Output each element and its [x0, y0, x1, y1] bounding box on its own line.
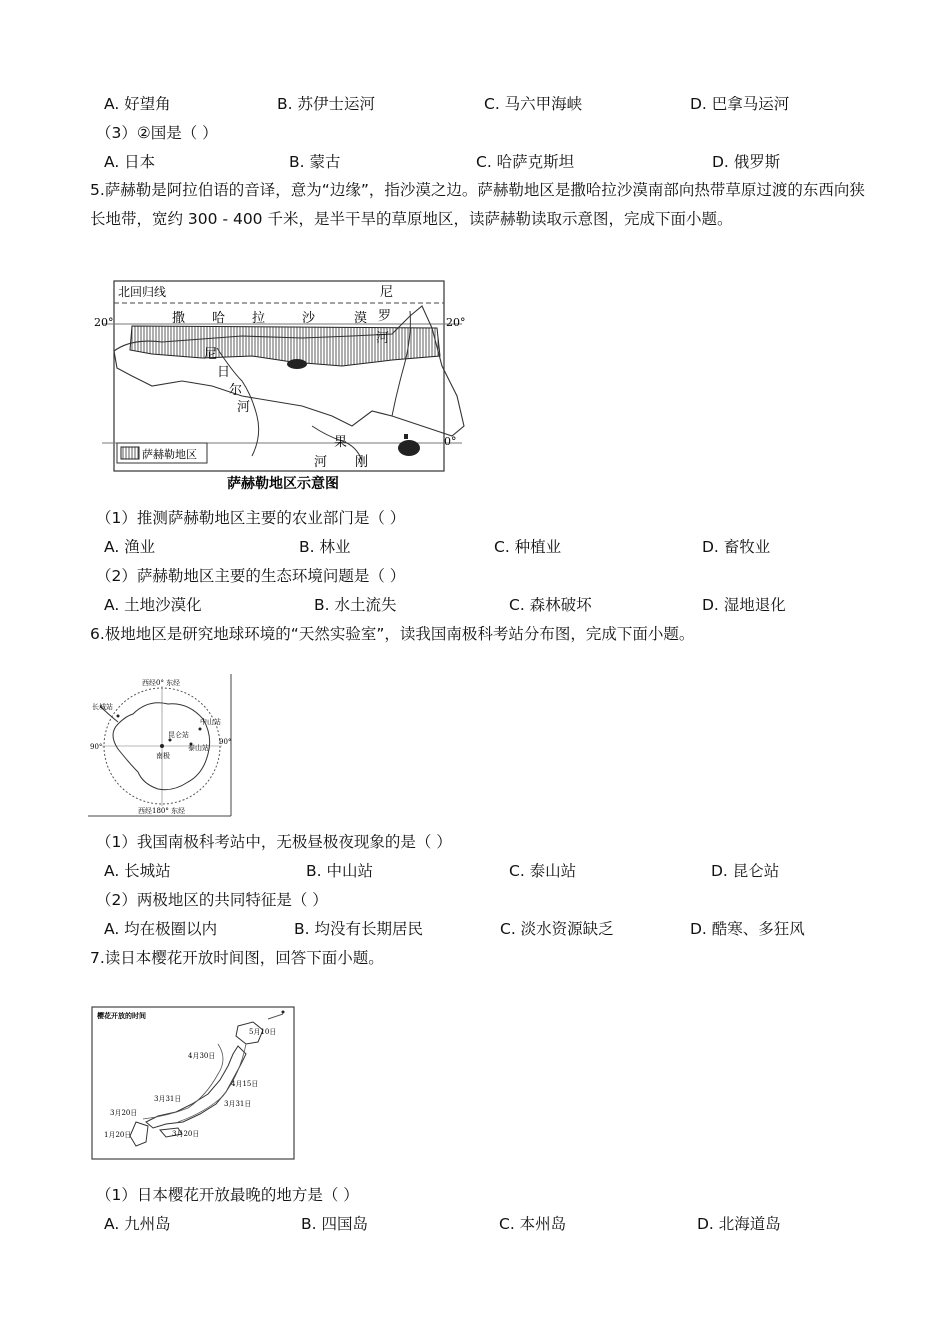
- option-d[interactable]: D. 酷寒、多狂风: [690, 920, 805, 938]
- option-b[interactable]: B. 中山站: [306, 862, 373, 880]
- option-a[interactable]: A. 渔业: [104, 538, 156, 556]
- lat-label: 0°: [444, 435, 457, 448]
- question-text: （1）日本樱花开放最晚的地方是（ ）: [96, 1186, 359, 1204]
- river-label: 尔: [229, 383, 243, 398]
- date-label: 5月10日: [249, 1028, 277, 1036]
- option-c[interactable]: C. 泰山站: [509, 862, 577, 880]
- river-label: 果: [334, 435, 348, 450]
- legend-label: 萨赫勒地区: [142, 448, 197, 461]
- lat-label: 20°: [446, 316, 466, 329]
- option-c[interactable]: C. 淡水资源缺乏: [500, 920, 614, 938]
- option-a[interactable]: A. 土地沙漠化: [104, 596, 202, 614]
- option-a[interactable]: A. 均在极圈以内: [104, 920, 218, 938]
- river-label: 河: [314, 455, 328, 470]
- river-label: 河: [237, 400, 251, 415]
- station-label: 泰山站: [188, 744, 209, 752]
- question-stem: 7.读日本樱花开放时间图，回答下面小题。: [90, 949, 384, 967]
- option-d[interactable]: D. 北海道岛: [697, 1215, 781, 1233]
- river-label: 刚: [355, 455, 369, 470]
- desert-label: 撒: [172, 311, 186, 326]
- option-c[interactable]: C. 马六甲海峡: [484, 95, 583, 113]
- question-stem: 6.极地地区是研究地球环境的“天然实验室”，读我国南极科考站分布图，完成下面小题。: [90, 625, 695, 643]
- date-label: 3月31日: [224, 1100, 252, 1108]
- option-b[interactable]: B. 水土流失: [314, 596, 397, 614]
- lat-label: 20°: [94, 316, 114, 329]
- option-c[interactable]: C. 森林破坏: [509, 596, 592, 614]
- pole-label: 南极: [156, 752, 170, 760]
- map-caption: 萨赫勒地区示意图: [227, 476, 339, 492]
- option-a[interactable]: A. 九州岛: [104, 1215, 171, 1233]
- option-b[interactable]: B. 林业: [299, 538, 351, 556]
- sahel-map: [92, 276, 472, 494]
- river-label: 罗: [378, 309, 392, 324]
- option-d[interactable]: D. 巴拿马运河: [690, 95, 790, 113]
- option-a[interactable]: A. 长城站: [104, 862, 171, 880]
- desert-label: 哈: [212, 311, 226, 326]
- station-label: 长城站: [92, 703, 113, 711]
- option-d[interactable]: D. 湿地退化: [702, 596, 786, 614]
- option-b[interactable]: B. 四国岛: [301, 1215, 368, 1233]
- map-title: 樱花开放的时间: [97, 1011, 146, 1020]
- japan-map: [88, 1004, 298, 1164]
- river-label: 日: [217, 365, 231, 380]
- option-d[interactable]: D. 昆仑站: [711, 862, 780, 880]
- option-b[interactable]: B. 蒙古: [289, 153, 341, 171]
- meridian-label: 90°: [90, 743, 103, 751]
- river-label: 尼: [204, 347, 218, 362]
- option-c[interactable]: C. 种植业: [494, 538, 562, 556]
- desert-label: 沙: [302, 311, 316, 326]
- question-text: （1）我国南极科考站中，无极昼极夜现象的是（ ）: [96, 833, 452, 851]
- option-b[interactable]: B. 均没有长期居民: [294, 920, 423, 938]
- option-b[interactable]: B. 苏伊士运河: [277, 95, 375, 113]
- date-label: 3月20日: [172, 1130, 200, 1138]
- question-text: （2）两极地区的共同特征是（ ）: [96, 891, 328, 909]
- option-c[interactable]: C. 本州岛: [499, 1215, 567, 1233]
- date-label: 4月30日: [188, 1052, 216, 1060]
- question-text: （2）萨赫勒地区主要的生态环境问题是（ ）: [96, 567, 406, 585]
- station-label: 中山站: [200, 718, 221, 726]
- river-label: 河: [376, 331, 390, 346]
- desert-label: 漠: [354, 311, 368, 326]
- meridian-label: 西经0° 东经: [142, 679, 181, 687]
- option-d[interactable]: D. 俄罗斯: [712, 153, 781, 171]
- date-label: 3月31日: [154, 1095, 182, 1103]
- question-text: （1）推测萨赫勒地区主要的农业部门是（ ）: [96, 509, 406, 527]
- question-stem: 5.萨赫勒是阿拉伯语的音译，意为“边缘”，指沙漠之边。萨赫勒地区是撒哈拉沙漠南部向热带草原过渡的东西向狭长地带，宽约 300 - 400 千米，是半干旱的草原地区，读萨赫勒读取示意图，完成下面小题。: [90, 181, 865, 228]
- desert-label: 拉: [252, 311, 266, 326]
- meridian-label: 90°: [219, 738, 232, 746]
- question-text: （3）②国是（ ）: [96, 124, 218, 142]
- station-label: 昆仑站: [168, 731, 189, 739]
- date-label: 3月20日: [110, 1109, 138, 1117]
- antarctica-map: [88, 674, 234, 817]
- option-d[interactable]: D. 畜牧业: [702, 538, 771, 556]
- date-label: 4月15日: [231, 1080, 259, 1088]
- tropic-label: 北回归线: [118, 285, 167, 299]
- option-a[interactable]: A. 好望角: [104, 95, 171, 113]
- option-c[interactable]: C. 哈萨克斯坦: [476, 153, 575, 171]
- river-label: 尼: [380, 285, 394, 300]
- meridian-label: 西经180° 东经: [138, 807, 186, 815]
- option-a[interactable]: A. 日本: [104, 153, 156, 171]
- date-label: 1月20日: [104, 1131, 132, 1139]
